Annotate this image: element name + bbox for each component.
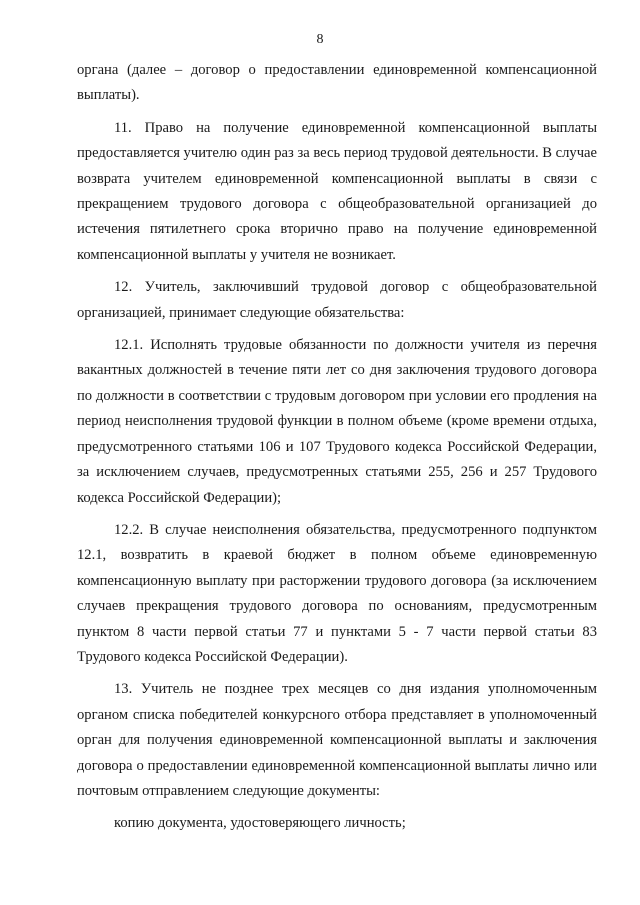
paragraph-13: 13. Учитель не позднее трех месяцев со дня издания уполномоченным органом списка победителей конкурсного отбора представляет в уполномоченный орган для получения единовременной компенсационной выплаты и заключения договора о предоставлении единовременной компенсационной выплаты лично или почтовым отправлением следующие документы: xyxy=(77,681,597,799)
paragraph-11: 11. Право на получение единовременной компенсационной выплаты предоставляется учителю один раз за весь период трудовой деятельности. В случае возврата учителем единовременной компенсационной выплаты в связи с прекращением трудового договора с общеобразовательной организацией до истечения пятилетнего срока вторично право на получение единовременной компенсационной выплаты у учителя не возникает. xyxy=(77,119,597,263)
paragraph-12: 12. Учитель, заключивший трудовой договор с общеобразовательной организацией, принимает следующие обязательства: xyxy=(77,279,597,321)
paragraph-document-item: копию документа, удостоверяющего личность; xyxy=(114,815,406,832)
paragraph-12-2: 12.2. В случае неисполнения обязательства, предусмотренного подпунктом 12.1, возвратить в краевой бюджет в полном объеме единовременную компенсационную выплату при расторжении трудового договора (за исключением случаев прекращения трудового договора по основаниям, предусмотренным пунктом 8 части первой статьи 77 и пунктами 5 - 7 части первой статьи 83 Трудового кодекса Российской Федерации). xyxy=(77,521,597,665)
paragraph-12-1: 12.1. Исполнять трудовые обязанности по должности учителя из перечня вакантных должностей в течение пяти лет со дня заключения трудового договора по должности в соответствии с трудовым договором при условии его продления на период неисполнения трудовой функции в полном объеме (кроме времени отдыха, предусмотренного статьями 106 и 107 Трудового кодекса Российской Федерации, за исключением случаев, предусмотренных статьями 255, 256 и 257 Трудового кодекса Российской Федерации); xyxy=(77,337,597,506)
document-body xyxy=(77,58,597,837)
page-number: 8 xyxy=(316,32,324,47)
paragraph-continuation: органа (далее – договор о предоставлении единовременной компенсационной выплаты). xyxy=(77,62,597,104)
